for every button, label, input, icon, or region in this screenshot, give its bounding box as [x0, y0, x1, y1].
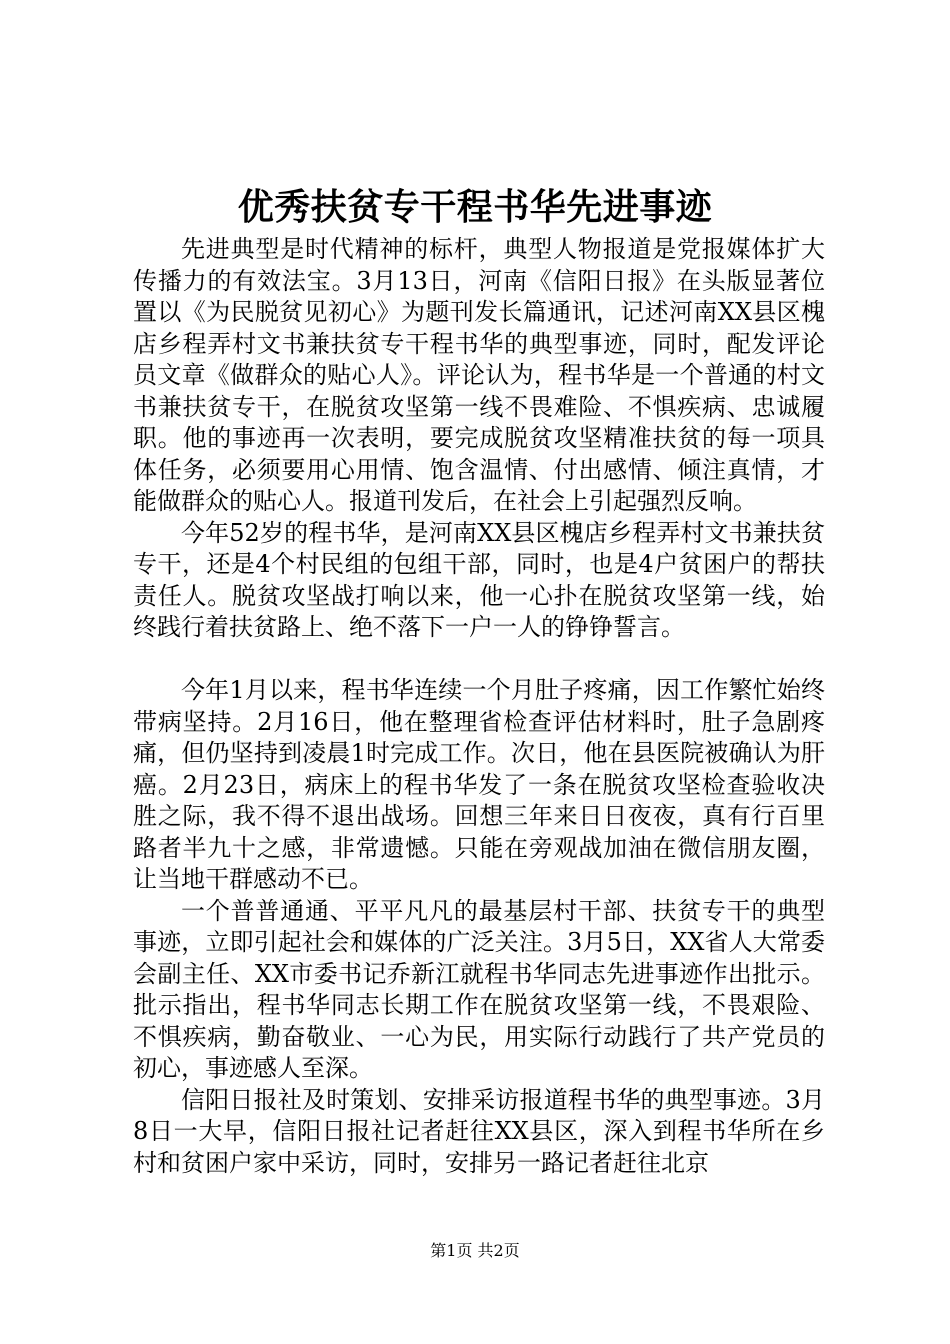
document-body	[133, 234, 825, 1179]
document-title: 优秀扶贫专干程书华先进事迹	[237, 187, 713, 228]
page-number-footer: 第1页 共2页	[430, 1241, 520, 1260]
paragraph-3: 今年1月以来，程书华连续一个月肚子疼痛，因工作繁忙始终带病坚持。2月16日，他在整理省检查评估材料时，肚子急剧疼痛，但仍坚持到凌晨1时完成工作。次日，他在县医院被确认为肝癌。2月23日，病床上的程书华发了一条在脱贫攻坚检查验收决胜之际，我不得不退出战场。回想三年来日日夜夜，真有行百里路者半九十之感，非常遗憾。只能在旁观战加油在微信朋友圈，让当地干群感动不已。	[133, 676, 825, 893]
paragraph-4: 一个普普通通、平平凡凡的最基层村干部、扶贫专干的典型事迹，立即引起社会和媒体的广泛关注。3月5日，XX省人大常委会副主任、XX市委书记乔新江就程书华同志先进事迹作出批示。批示指出，程书华同志长期工作在脱贫攻坚第一线，不畏艰险、不惧疾病，勤奋敬业、一心为民，用实际行动践行了共产党员的初心，事迹感人至深。	[133, 896, 825, 1082]
paragraph-1: 先进典型是时代精神的标杆，典型人物报道是党报媒体扩大传播力的有效法宝。3月13日，河南《信阳日报》在头版显著位置以《为民脱贫见初心》为题刊发长篇通讯，记述河南XX县区槐店乡程弄村文书兼扶贫专干程书华的典型事迹，同时，配发评论员文章《做群众的贴心人》。评论认为，程书华是一个普通的村文书兼扶贫专干，在脱贫攻坚第一线不畏难险、不惧疾病、忠诚履职。他的事迹再一次表明，要完成脱贫攻坚精准扶贫的每一项具体任务，必须要用心用情、饱含温情、付出感情、倾注真情，才能做群众的贴心人。报道刊发后，在社会上引起强烈反响。	[133, 235, 825, 515]
paragraph-5: 信阳日报社及时策划、安排采访报道程书华的典型事迹。3月8日一大早，信阳日报社记者赶往XX县区，深入到程书华所在乡村和贫困户家中采访，同时，安排另一路记者赶往北京	[133, 1085, 825, 1177]
paragraph-2: 今年52岁的程书华，是河南XX县区槐店乡程弄村文书兼扶贫专干，还是4个村民组的包组干部，同时，也是4户贫困户的帮扶责任人。脱贫攻坚战打响以来，他一心扑在脱贫攻坚第一线，始终践行着扶贫路上、绝不落下一户一人的铮铮誓言。	[133, 518, 825, 641]
